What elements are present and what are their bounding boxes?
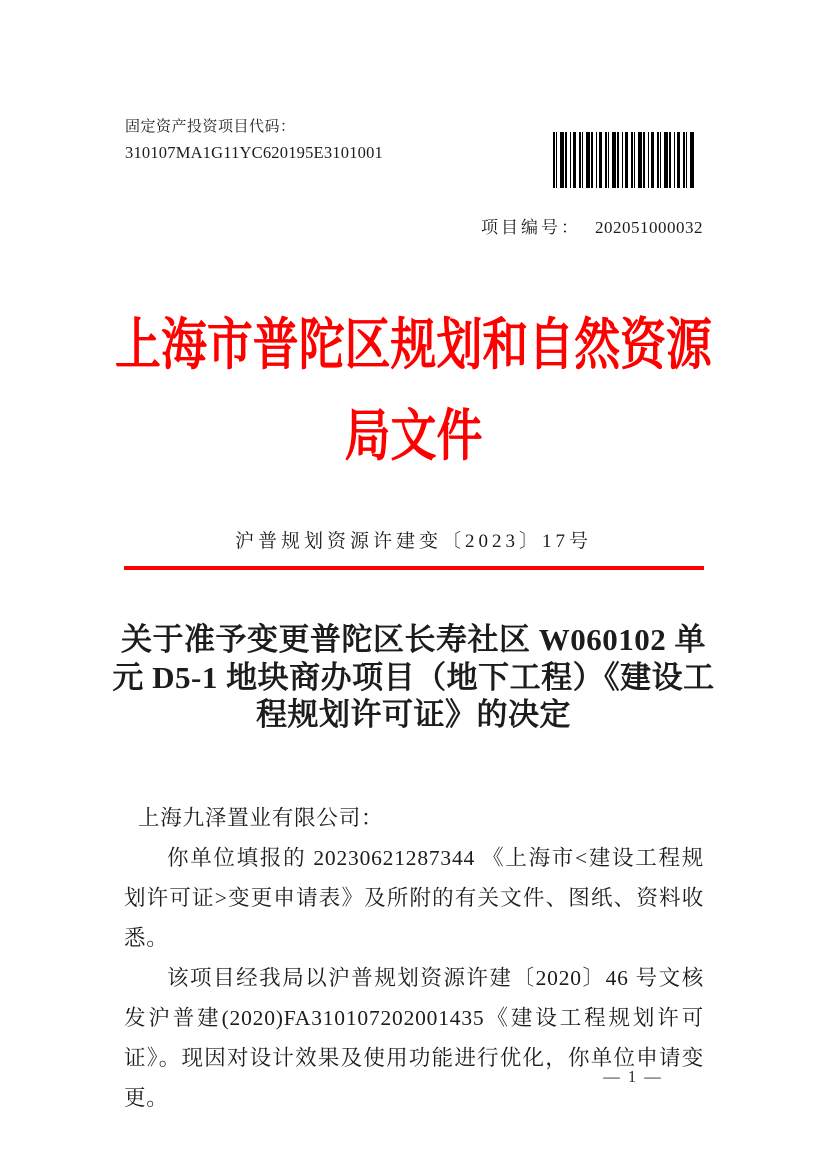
- fixed-asset-code-block: [125, 115, 383, 166]
- salutation-line: 上海九泽置业有限公司：: [138, 806, 384, 830]
- document-title-line2: 元 D5-1 地块商办项目（地下工程）《建设工: [112, 659, 715, 695]
- page-number: — 1 —: [603, 1067, 663, 1086]
- body-paragraph: 该项目经我局以沪普规划资源许建〔2020〕46 号文核发沪普建(2020)FA310107202001435《建设工程规划许可证》。现因对设计效果及使用功能进行优化，你单位申请变更。: [124, 966, 704, 1110]
- agency-masthead-line2: 局文件: [344, 406, 483, 468]
- fixed-asset-code-label: 固定资产投资项目代码：: [125, 119, 296, 135]
- barcode-image: [553, 132, 694, 188]
- body-paragraph: 你单位填报的 20230621287344 《上海市<建设工程规划许可证>变更申请表》及所附的有关文件、图纸、资料收悉。: [124, 846, 704, 950]
- document-reference-number: 沪普规划资源许建变〔2023〕17号: [234, 531, 592, 552]
- agency-masthead-line1: 上海市普陀区规划和自然资源: [115, 315, 712, 377]
- document-title-line3: 程规划许可证》的决定: [256, 697, 571, 732]
- project-number-label: 项目编号：: [481, 218, 581, 237]
- project-number-value: 202051000032: [595, 218, 703, 237]
- red-divider-rule: [124, 566, 704, 570]
- document-title: [0, 621, 827, 734]
- fixed-asset-code-value: 310107MA1G11YC620195E3101001: [125, 143, 383, 162]
- agency-masthead: [74, 301, 752, 483]
- project-number: [481, 213, 703, 238]
- document-title-line1: 关于准予变更普陀区长寿社区 W060102 单: [121, 622, 706, 657]
